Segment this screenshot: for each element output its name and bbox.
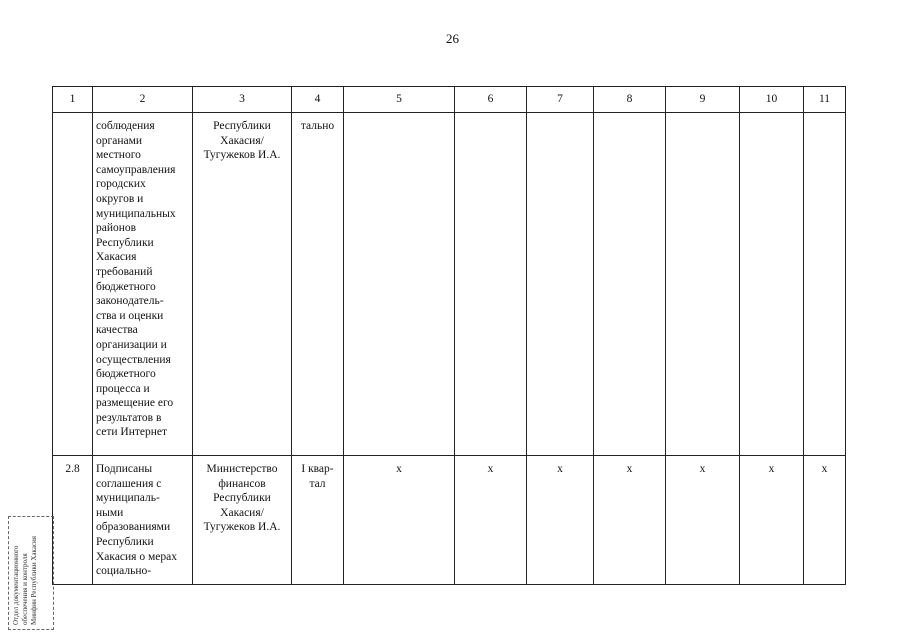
stamp-line: Отдел документационного [12,545,20,625]
cell-line: осуществления [96,353,171,366]
cell-line: Тугужеков И.А. [203,521,281,534]
cell-line: соблюдения [96,120,155,132]
cell-line: I квар- [301,463,334,475]
cell-line: законодатель- [96,295,164,308]
row-cell [666,113,740,456]
cell-line: тально [300,120,335,132]
column-header: 4 [292,87,344,113]
cell-line: x [626,463,633,475]
cell-line: Республики [213,492,271,505]
column-header: 8 [594,87,666,113]
cell-line: Хакасия/ [220,506,264,519]
cell-line: x [821,463,828,475]
stamp-line: Минфин Республики Хакасия [30,536,38,625]
cell-line: Хакасия/ [220,134,264,147]
cell-line: x [768,463,775,475]
cell-line: Республики [96,535,154,548]
stamp-text [9,517,53,629]
cell-line: ными [96,506,124,519]
row-cell [666,456,740,585]
table-row [53,113,846,456]
column-header: 5 [344,87,455,113]
cell-line: Подписаны [96,463,153,475]
cell-line: органами [96,134,143,147]
cell-line: x [396,463,402,475]
column-header: 6 [455,87,527,113]
cell-line: муниципаль- [96,492,160,505]
page-number: 26 [446,31,459,46]
cell-line: городских [96,178,146,191]
row-cell [344,456,455,585]
row-cell [455,456,527,585]
row-cell-term [292,456,344,585]
row-cell [527,456,594,585]
cell-line: округов и [96,192,144,205]
row-cell-responsible [193,456,292,585]
cell-line: Министерство [206,463,278,475]
column-header: 3 [193,87,292,113]
registration-stamp [8,516,54,630]
row-cell-description [93,113,193,456]
row-cell-number [53,113,93,456]
table-row [53,456,846,585]
row-cell [594,113,666,456]
row-cell [455,113,527,456]
row-cell [740,456,804,585]
row-cell-responsible [193,113,292,456]
cell-line: финансов [218,477,266,490]
cell-line: районов [96,222,137,235]
cell-line: требований [96,265,153,278]
row-cell [594,456,666,585]
row-cell [344,113,455,456]
row-cell-number [53,456,93,585]
cell-line: результатов в [96,411,162,424]
column-header: 10 [740,87,804,113]
column-header: 9 [666,87,740,113]
document-table [52,86,846,585]
cell-line: муниципальных [96,207,176,220]
cell-line: 2.8 [65,463,80,475]
cell-line: размещение его [96,397,174,410]
cell-line: Хакасия о мерах [96,550,177,563]
column-header: 1 [53,87,93,113]
cell-line: самоуправления [96,163,176,176]
row-cell-term [292,113,344,456]
cell-line: Тугужеков И.А. [203,149,281,162]
row-cell [527,113,594,456]
cell-line: бюджетного [96,368,156,381]
cell-line: x [487,463,494,475]
column-header: 2 [93,87,193,113]
cell-line: тал [309,477,326,490]
cell-line: образованиями [96,521,171,534]
column-header: 7 [527,87,594,113]
cell-line: Республики [213,120,271,132]
row-cell [740,113,804,456]
column-header: 11 [804,87,846,113]
cell-line: x [699,463,706,475]
cell-line: сети Интернет [96,426,168,439]
cell-line: качества [96,324,138,337]
cell-line: Хакасия [96,251,137,264]
cell-line: Республики [96,236,154,249]
row-cell-description [93,456,193,585]
row-cell [804,113,846,456]
cell-line: местного [96,149,141,162]
header-row [53,87,846,113]
cell-line: ства и оценки [96,309,164,322]
cell-line: соглашения с [96,477,162,490]
cell-line: x [557,463,563,475]
cell-line: бюджетного [96,280,156,293]
cell-line: организации и [96,338,167,351]
cell-line: социально- [96,565,152,578]
stamp-line: обеспечения и контроля [21,553,29,625]
cell-line: процесса и [96,382,150,395]
row-cell [804,456,846,585]
